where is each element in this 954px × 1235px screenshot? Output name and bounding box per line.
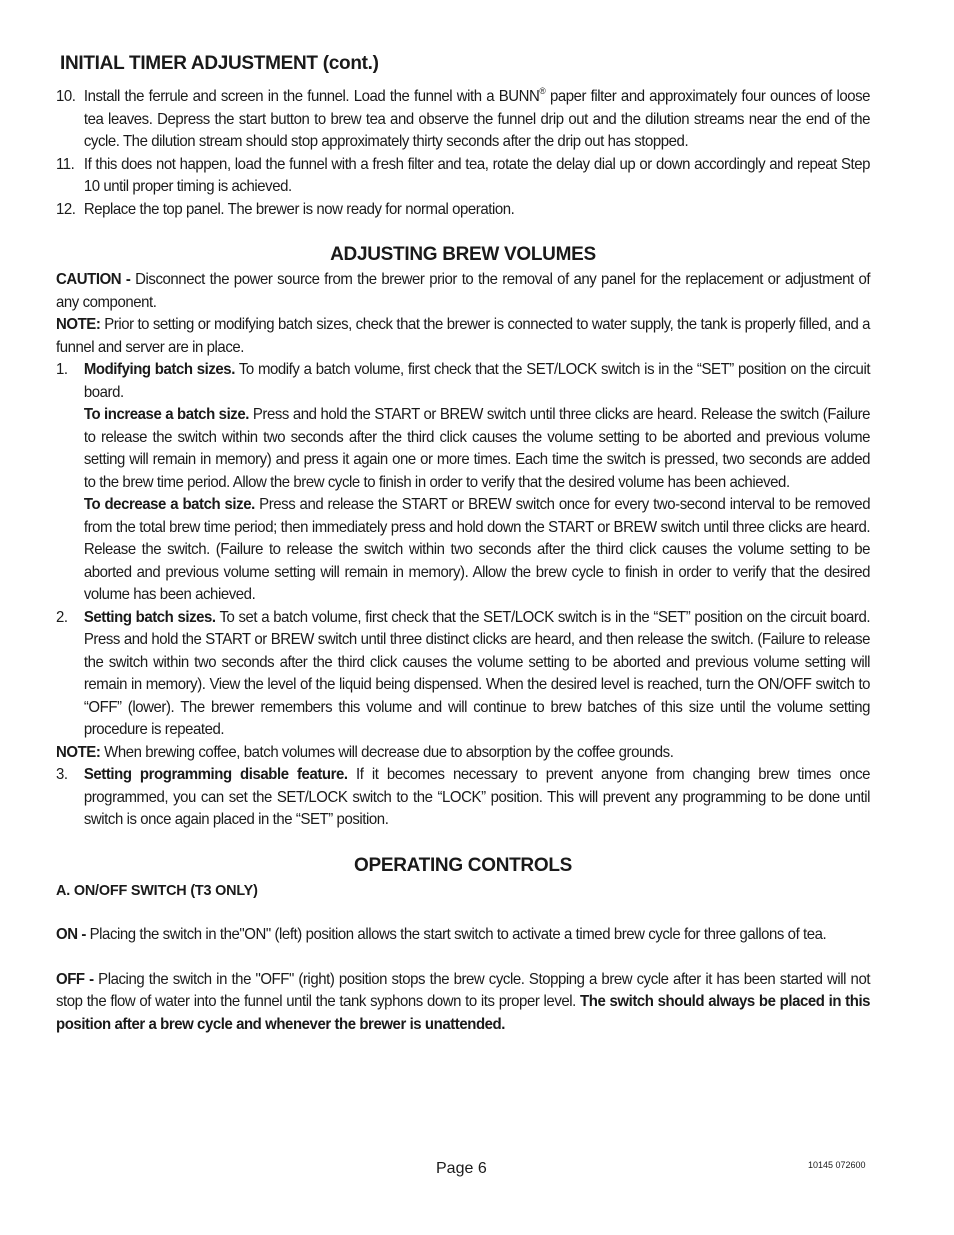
step-number: 10. <box>56 88 76 105</box>
decrease-label: To decrease a batch size. <box>83 496 255 513</box>
step-label: Setting batch sizes. <box>83 608 216 626</box>
step-number: 11. <box>56 155 75 173</box>
step-text-cont: paper filter and approximately four ounces of loose tea leaves. Depress the start button to brew tea and observe the funnel drip out and the dilution streams near the end of the cycle. The dilution stream should stop approximately thirty seconds after the drip out has stopped. <box>83 88 871 150</box>
registered-mark: ® <box>539 86 546 96</box>
note-label: NOTE: <box>56 316 101 333</box>
step-text: If this does not happen, load the funnel with a fresh filter and tea, rotate the delay dial up or down accordingly and repeat Step 10 until proper timing is achieved. <box>83 155 871 195</box>
step-text: If it becomes necessary to prevent anyone from changing brew times once programmed, you can set the SET/LOCK switch to the “LOCK” position. This will prevent any programming to be done until switch is once again placed in the “SET” position. <box>83 766 871 828</box>
on-paragraph <box>56 924 870 947</box>
brew-step-1 <box>56 359 870 404</box>
section-title-brew-volumes: ADJUSTING BREW VOLUMES <box>330 244 596 265</box>
step-text: Install the ferrule and screen in the funnel. Load the funnel with a BUNN <box>83 88 540 105</box>
off-text: Placing the switch in the "OFF" (right) position stops the brew cycle. Stopping a brew cycle after it has been started will not stop the flow of water into the funnel until the tank syphons down to its proper level. <box>56 970 871 1010</box>
caution-label: CAUTION - <box>56 271 131 288</box>
section-title-operating-controls: OPERATING CONTROLS <box>353 854 573 876</box>
on-label: ON - <box>56 926 86 943</box>
step-label: Setting programming disable feature. <box>83 766 348 783</box>
note-paragraph <box>56 314 870 359</box>
page-number: Page 6 <box>436 1160 487 1177</box>
note-paragraph-2 <box>56 742 870 765</box>
operating-controls-body <box>56 880 870 1037</box>
increase-label: To increase a batch size. <box>83 406 249 423</box>
subsection-heading: A. ON/OFF SWITCH (T3 ONLY) <box>56 881 258 899</box>
off-paragraph <box>56 969 870 1037</box>
decrease-text: Press and release the START or BREW switch once for every two-second interval to be removed from the total brew time period; then immediately press and hold down the START or BREW switch until three clicks are heard. Release the switch. (Failure to release the switch within two seconds after the third click causes the volume setting to be aborted and previous volume setting will remain in memory). Allow the brew cycle to finish in order to verify that the desired volume has been achieved. <box>83 496 871 603</box>
increase-batch-paragraph <box>56 404 870 494</box>
caution-paragraph <box>56 269 870 314</box>
manual-page <box>56 52 870 1036</box>
off-warning: The switch should always be placed in this position after a brew cycle and whenever the brewer is unattended. <box>56 993 871 1033</box>
step-number: 2. <box>56 608 68 626</box>
caution-text: Disconnect the power source from the brewer prior to the removal of any panel for the replacement or adjustment of any component. <box>56 271 871 311</box>
step-text: To modify a batch volume, first check that the SET/LOCK switch is in the “SET” position on the circuit board. <box>83 361 871 401</box>
brew-step-2 <box>56 607 870 742</box>
step-10 <box>56 86 870 154</box>
document-code: 10145 072600 <box>808 1160 866 1170</box>
step-number: 1. <box>56 361 68 378</box>
off-label: OFF - <box>56 970 94 988</box>
increase-text: Press and hold the START or BREW switch until three clicks are heard. Release the switch (Failure to release the switch within two seconds after the third click causes the volume setting to be aborted and previous volume setting will remain in memory) and press it again one or more times. Each time the switch is pressed, two seconds are added to the brew time period. Allow the brew cycle to finish in order to verify that the desired volume has been achieved. <box>83 406 871 491</box>
brew-volumes-body <box>56 269 870 832</box>
section-title-initial-timer: INITIAL TIMER ADJUSTMENT (cont.) <box>60 53 379 74</box>
decrease-batch-paragraph <box>56 494 870 607</box>
step-text: To set a batch volume, first check that the SET/LOCK switch is in the “SET” position on the circuit board. Press and hold the START or BREW switch until three distinct clicks are heard, and then release the switch. (Failure to release the switch within two seconds after the third click causes the volume setting to be aborted and previous volume setting will remain in memory). View the level of the liquid being dispensed. When the desired level is reached, turn the ON/OFF switch to “OFF” (lower). The brewer remembers this volume and will continue to brew batches of this size until the volume setting procedure is repeated. <box>83 608 871 738</box>
note-text: Prior to setting or modifying batch sizes, check that the brewer is connected to water supply, the tank is properly filled, and a funnel and server are in place. <box>56 316 871 356</box>
step-text: Replace the top panel. The brewer is now ready for normal operation. <box>83 200 515 218</box>
step-11 <box>56 154 870 199</box>
note-text: When brewing coffee, batch volumes will decrease due to absorption by the coffee grounds. <box>100 743 674 761</box>
step-number: 3. <box>56 766 68 783</box>
step-12 <box>56 199 870 222</box>
step-label: Modifying batch sizes. <box>83 361 235 378</box>
on-text: Placing the switch in the"ON" (left) position allows the start switch to activate a timed brew cycle for three gallons of tea. <box>85 926 827 943</box>
brew-step-3 <box>56 764 870 832</box>
step-number: 12. <box>56 200 76 218</box>
note-label: NOTE: <box>56 743 101 761</box>
timer-steps <box>56 86 870 221</box>
